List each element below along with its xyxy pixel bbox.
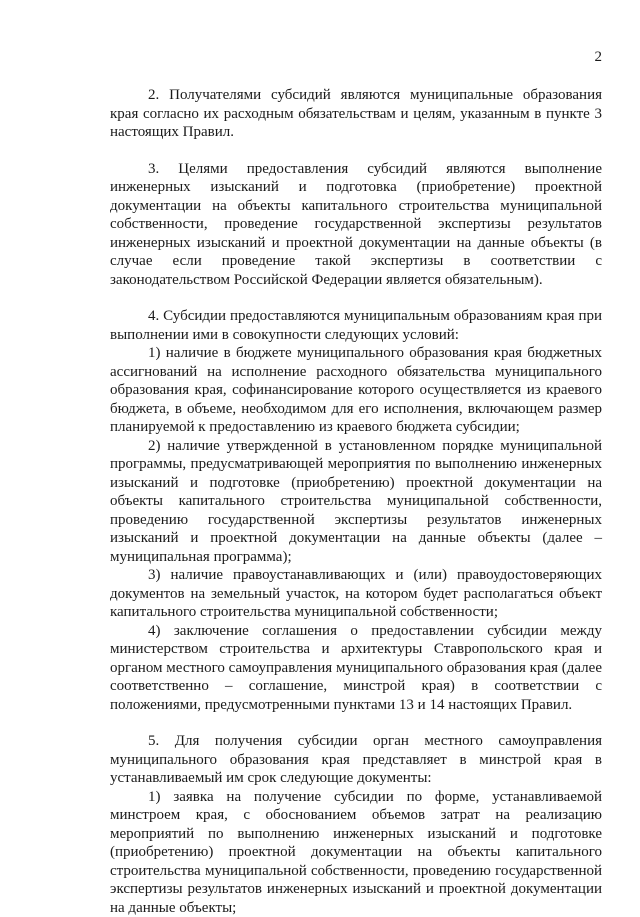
section-gap — [110, 289, 602, 307]
list-item-condition-2: 2) наличие утвержденной в установленном порядке муниципальной программы, предусматривающей мероприятия по выполнению инженерных изысканий и подготовке (приобретению) проектной документации на объекты капитального строительства муниципальной собственности, проведению государственной экспертизы результатов инженерных изысканий и проектной документации на данные объекты (далее – муниципальная программа); — [110, 437, 602, 567]
section-gap — [110, 142, 602, 160]
section-recipients — [110, 86, 602, 142]
paragraph: 2. Получателями субсидий являются муниципальные образования края согласно их расходным обязательствам и целям, указанным в пункте 3 настоящих Правил. — [110, 86, 602, 142]
paragraph: 4. Субсидии предоставляются муниципальным образованиям края при выполнении ими в совокупности следующих условий: — [110, 307, 602, 344]
list-item-condition-1: 1) наличие в бюджете муниципального образования края бюджетных ассигнований на исполнение расходного обязательства муниципального образования края, софинансирование которого осуществляется из краевого бюджета, в объеме, необходимом для его исполнения, включающем размер планируемой к предоставлению из краевого бюджета субсидии; — [110, 344, 602, 437]
paragraph: 3. Целями предоставления субсидий являются выполнение инженерных изысканий и подготовка (приобретение) проектной документации на объекты капитального строительства муниципальной собственности, проведение государственной экспертизы результатов инженерных изысканий и проектной документации на данные объекты (в случае если проведение такой экспертизы в соответствии с законодательством Российской Федерации является обязательным). — [110, 160, 602, 290]
list-item-condition-3: 3) наличие правоустанавливающих и (или) правоудостоверяющих документов на земельный участок, на котором будет располагаться объект капитального строительства муниципальной собственности; — [110, 566, 602, 622]
section-documents — [110, 732, 602, 917]
list-item-document-1: 1) заявка на получение субсидии по форме, устанавливаемой минстроем края, с обоснованием объемов затрат на реализацию мероприятий по выполнению инженерных изысканий и подготовке (приобретению) проектной документации на объекты капитального строительства муниципальной собственности, проведению государственной экспертизы результатов инженерных изысканий и проектной документации на данные объекты; — [110, 788, 602, 917]
section-goals — [110, 160, 602, 290]
page-number: 2 — [595, 48, 603, 66]
list-item-condition-4: 4) заключение соглашения о предоставлении субсидии между министерством строительства и архитектуры Ставропольского края и органом местного самоуправления муниципального образования края (далее соответственно – соглашение, минстрой края) в соответствии с положениями, предусмотренными пунктами 13 и 14 настоящих Правил. — [110, 622, 602, 715]
paragraph: 5. Для получения субсидии орган местного самоуправления муниципального образования края представляет в минстрой края в устанавливаемый им срок следующие документы: — [110, 732, 602, 788]
document-body — [110, 86, 602, 917]
section-gap — [110, 714, 602, 732]
section-conditions — [110, 307, 602, 714]
